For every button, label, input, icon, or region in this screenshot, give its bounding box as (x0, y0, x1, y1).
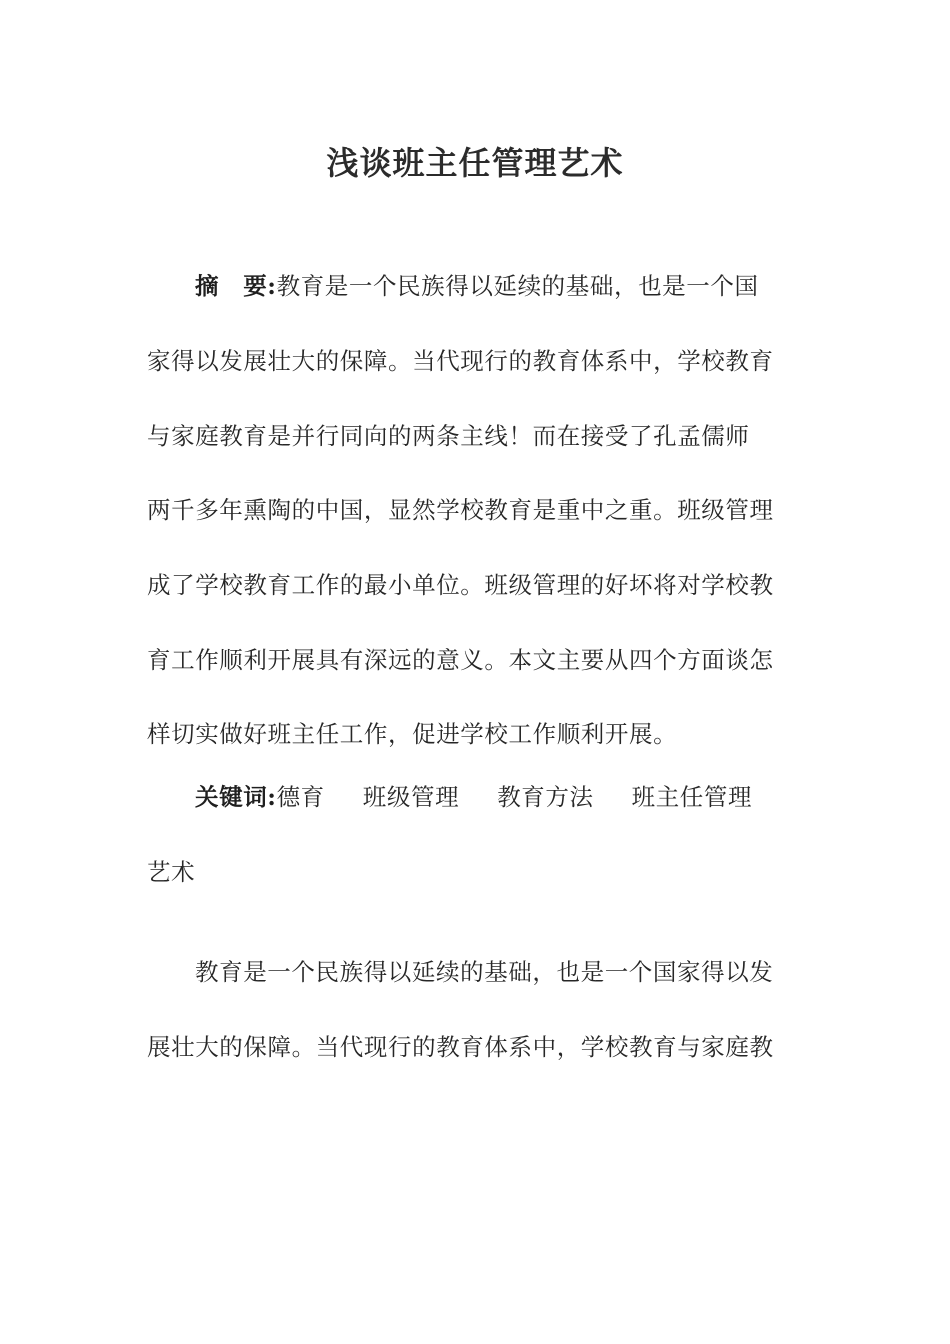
abstract-line-3: 与家庭教育是并行同向的两条主线！而在接受了孔孟儒师 (147, 422, 750, 450)
keyword-item: 德育 (276, 783, 325, 811)
abstract-line-5: 成了学校教育工作的最小单位。班级管理的好坏将对学校教 (147, 571, 774, 599)
keyword-item: 班级管理 (362, 783, 460, 811)
abstract-label: 摘 要: (195, 272, 277, 300)
abstract-line-1 (195, 270, 812, 302)
keywords-label: 关键词: (195, 783, 277, 811)
body-line-2: 展壮大的保障。当代现行的教育体系中，学校教育与家庭教 (147, 1033, 774, 1061)
abstract-line-4: 两千多年熏陶的中国，显然学校教育是重中之重。班级管理 (147, 496, 774, 524)
keyword-item: 教育方法 (497, 783, 594, 811)
keywords-line (195, 781, 812, 813)
abstract-line-2: 家得以发展壮大的保障。当代现行的教育体系中，学校教育 (147, 347, 774, 375)
abstract-text: 教育是一个民族得以延续的基础，也是一个国 (276, 272, 759, 300)
document-title: 浅谈班主任管理艺术 (326, 144, 624, 182)
abstract-line-7: 样切实做好班主任工作，促进学校工作顺利开展。 (147, 720, 678, 748)
abstract-line-6: 育工作顺利开展具有深远的意义。本文主要从四个方面谈怎 (147, 646, 774, 674)
body-line-1: 教育是一个民族得以延续的基础，也是一个国家得以发 (195, 958, 774, 986)
keyword-item: 班主任管理 (631, 783, 753, 811)
keywords-continuation: 艺术 (147, 858, 196, 886)
